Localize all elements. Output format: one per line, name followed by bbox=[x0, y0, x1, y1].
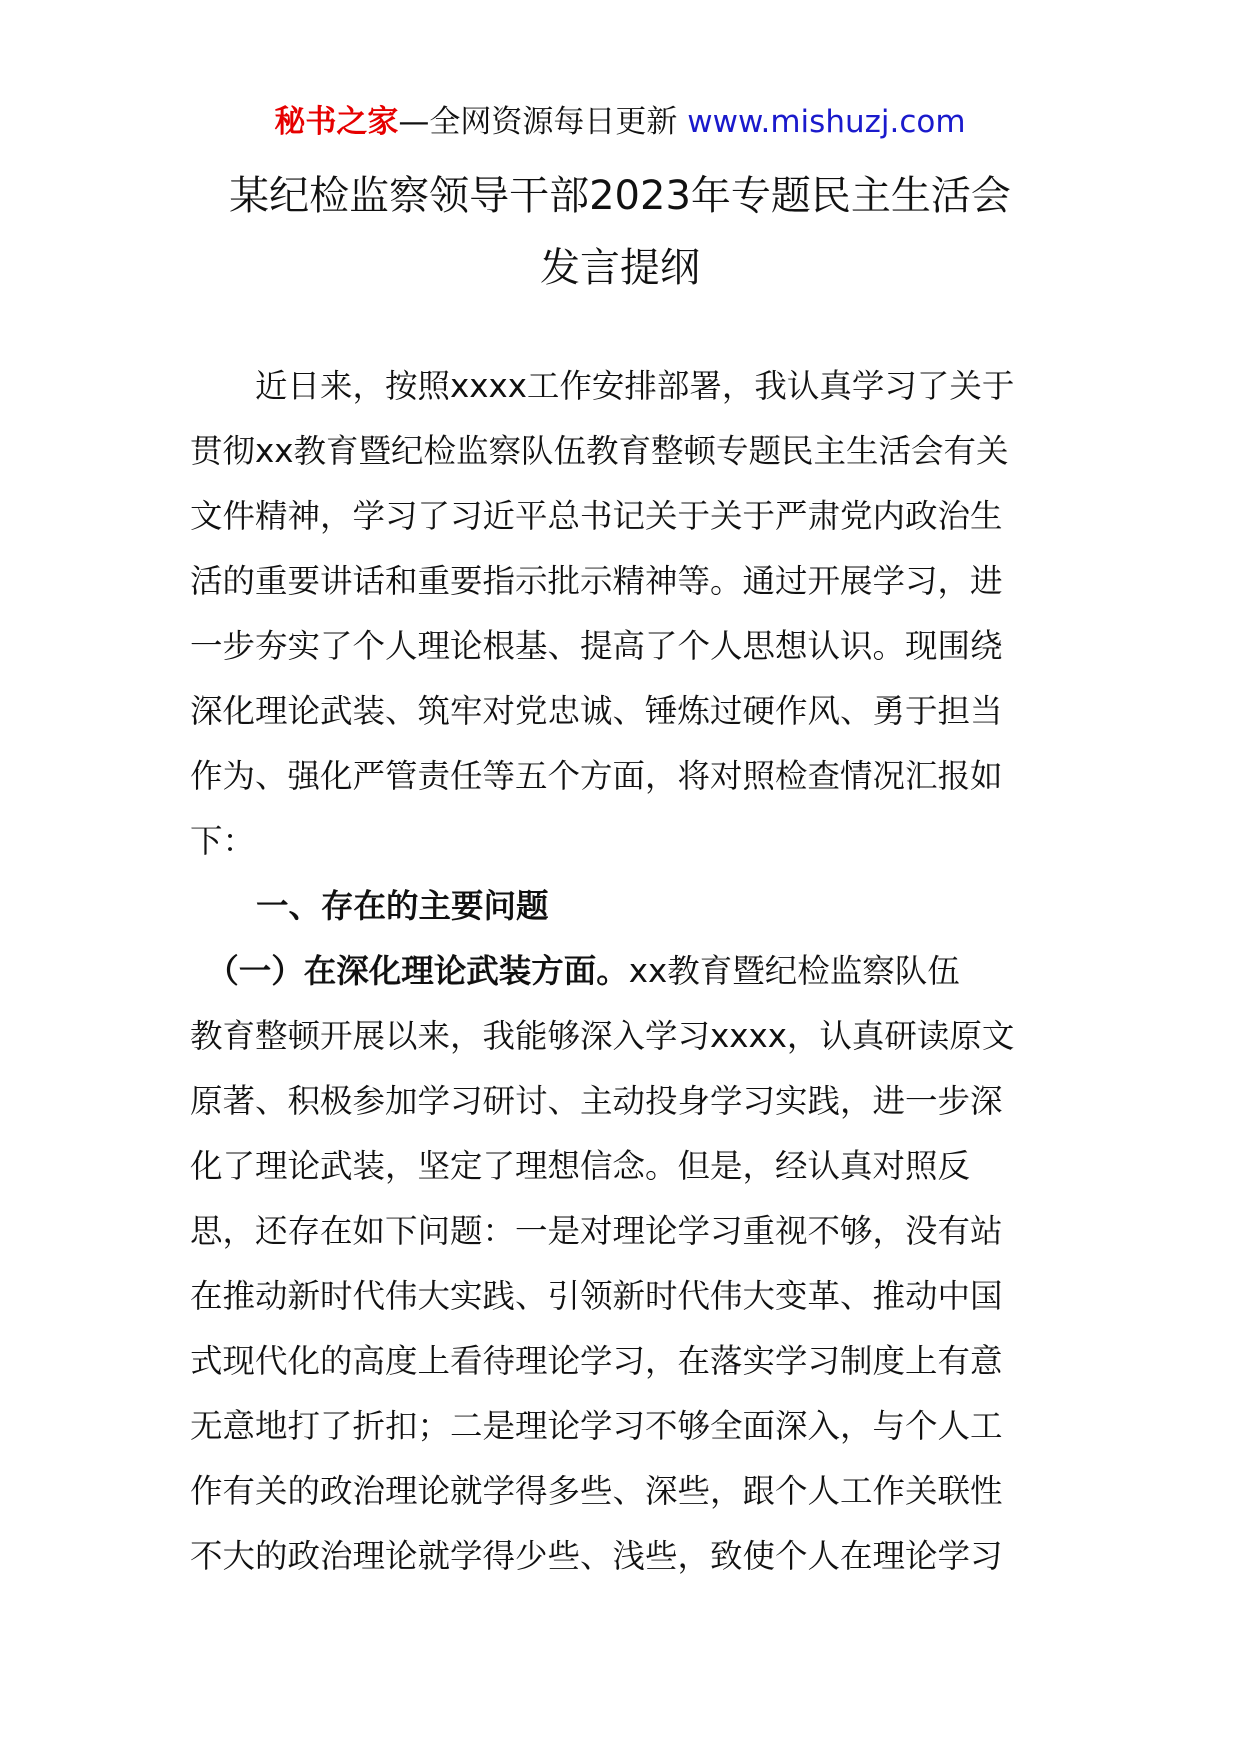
text-line: 贯彻xx教育暨纪检监察队伍教育整顿专题民主生活会有关 bbox=[190, 432, 1009, 470]
text-line: 化了理论武装，坚定了理想信念。但是，经认真对照反 bbox=[190, 1147, 971, 1185]
text-line: 文件精神，学习了习近平总书记关于关于严肃党内政治生 bbox=[190, 497, 1003, 535]
text-line: 原著、积极参加学习研讨、主动投身学习实践，进一步深 bbox=[190, 1082, 1003, 1120]
text-line: 无意地打了折扣；二是理论学习不够全面深入，与个人工 bbox=[190, 1407, 1003, 1445]
text-fragment: xx教育暨纪检监察队伍 bbox=[628, 952, 960, 990]
text-line: 深化理论武装、筑牢对党忠诚、锤炼过硬作风、勇于担当 bbox=[190, 692, 1003, 730]
document-title-line-2: 发言提纲 bbox=[540, 245, 700, 291]
text-line: 一步夯实了个人理论根基、提高了个人思想认识。现围绕 bbox=[190, 627, 1003, 665]
intro-paragraph bbox=[190, 354, 1050, 874]
sub-heading: （一）在深化理论武装方面。 bbox=[222, 952, 629, 990]
site-header bbox=[0, 100, 1240, 144]
text-line: 在推动新时代伟大实践、引领新时代伟大变革、推动中国 bbox=[190, 1277, 1003, 1315]
text-line: 活的重要讲话和重要指示批示精神等。通过开展学习，进 bbox=[190, 562, 1003, 600]
text-line: 教育整顿开展以来，我能够深入学习xxxx，认真研读原文 bbox=[190, 1017, 1015, 1055]
text-line: 作有关的政治理论就学得多些、深些，跟个人工作关联性 bbox=[190, 1472, 1003, 1510]
document-title-line-1: 某纪检监察领导干部2023年专题民主生活会 bbox=[229, 173, 1011, 219]
text-line: 不大的政治理论就学得少些、浅些，致使个人在理论学习 bbox=[190, 1537, 1003, 1575]
text-line: 思，还存在如下问题：一是对理论学习重视不够，没有站 bbox=[190, 1212, 1003, 1250]
text-line: 式现代化的高度上看待理论学习，在落实学习制度上有意 bbox=[190, 1342, 1003, 1380]
site-url-link[interactable]: www.mishuzj.com bbox=[687, 104, 966, 140]
header-slogan: —全网资源每日更新 bbox=[398, 104, 688, 140]
section-paragraph bbox=[190, 939, 1050, 1589]
text-line: 近日来，按照xxxx工作安排部署，我认真学习了关于 bbox=[190, 367, 1015, 405]
text-line bbox=[190, 939, 1050, 1004]
text-line: 作为、强化严管责任等五个方面，将对照检查情况汇报如 bbox=[190, 757, 1003, 795]
text-line: 下： bbox=[190, 822, 256, 860]
section-heading: 一、存在的主要问题 bbox=[256, 887, 549, 925]
brand-name: 秘书之家 bbox=[274, 104, 399, 140]
